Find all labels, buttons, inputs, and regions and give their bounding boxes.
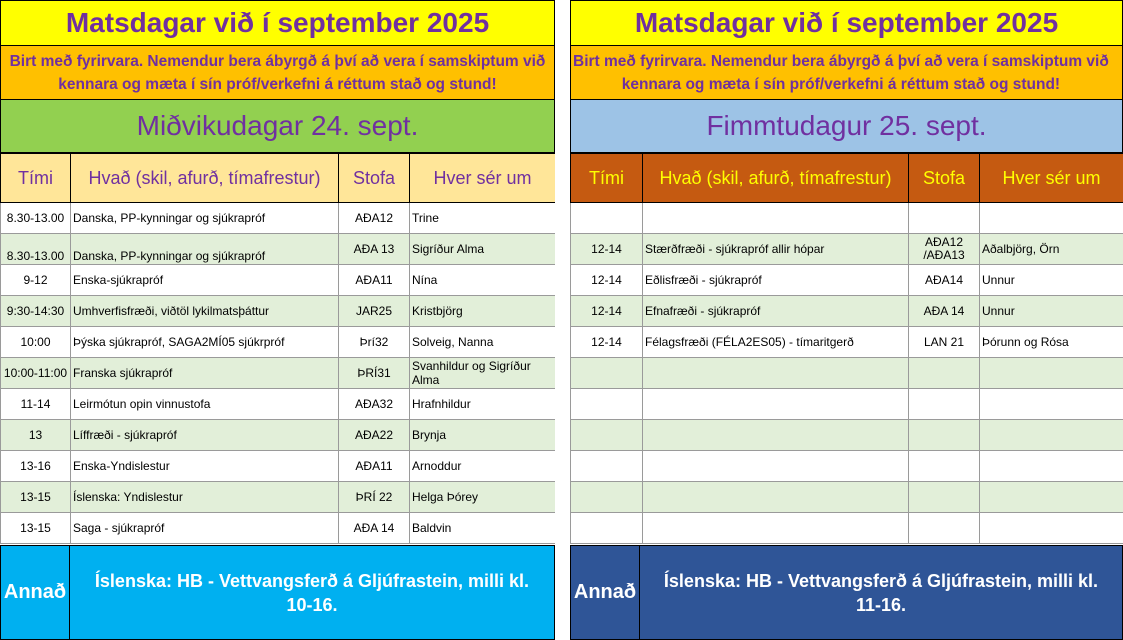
cell-responsible xyxy=(980,358,1123,389)
cell-time: 13-15 xyxy=(1,513,71,544)
cell-room: AÐA 14 xyxy=(909,296,980,327)
cell-what xyxy=(643,451,909,482)
cell-time: 12-14 xyxy=(571,327,643,358)
cell-what xyxy=(643,203,909,234)
cell-what xyxy=(643,513,909,544)
table-row xyxy=(1,389,556,420)
cell-what: Íslenska: Yndislestur xyxy=(71,482,339,513)
cell-what xyxy=(643,420,909,451)
right-other-text-line2: 11-16. xyxy=(855,594,907,615)
table-row xyxy=(1,358,556,389)
right-other-row xyxy=(570,545,1123,640)
cell-what: Danska, PP-kynningar og sjúkrapróf xyxy=(71,203,339,234)
left-other-text xyxy=(70,545,555,640)
cell-responsible xyxy=(980,482,1123,513)
right-header-room: Stofa xyxy=(909,154,980,203)
cell-room: AÐA14 xyxy=(909,265,980,296)
left-schedule-table xyxy=(0,153,556,544)
cell-responsible: Nína xyxy=(410,265,556,296)
right-notice-line2: kennara og mæta í sín próf/verkefni á réttum stað og stund! xyxy=(621,75,1061,93)
table-row xyxy=(1,451,556,482)
cell-responsible: Hrafnhildur xyxy=(410,389,556,420)
right-header-time: Tími xyxy=(571,154,643,203)
cell-time: 12-14 xyxy=(571,296,643,327)
cell-room: AÐA11 xyxy=(339,265,410,296)
cell-responsible: Arnoddur xyxy=(410,451,556,482)
cell-time xyxy=(571,420,643,451)
table-row xyxy=(571,482,1123,513)
cell-what: Umhverfisfræði, viðtöl lykilmatsþáttur xyxy=(71,296,339,327)
cell-room: LAN 21 xyxy=(909,327,980,358)
cell-responsible: Brynja xyxy=(410,420,556,451)
cell-room xyxy=(909,420,980,451)
cell-time: 13 xyxy=(1,420,71,451)
cell-time: 8.30-13.00 xyxy=(1,203,71,234)
cell-time: 13-16 xyxy=(1,451,71,482)
cell-responsible: Kristbjörg xyxy=(410,296,556,327)
cell-what: Félagsfræði (FÉLA2ES05) - tímaritgerð xyxy=(643,327,909,358)
table-row xyxy=(571,389,1123,420)
table-row xyxy=(571,420,1123,451)
left-other-row xyxy=(0,545,555,640)
cell-responsible: Sigríður Alma xyxy=(410,234,556,265)
left-header-what: Hvað (skil, afurð, tímafrestur) xyxy=(71,154,339,203)
cell-responsible xyxy=(980,451,1123,482)
cell-room xyxy=(909,451,980,482)
table-row xyxy=(1,296,556,327)
cell-time: 12-14 xyxy=(571,265,643,296)
cell-room: ÞRÍ 22 xyxy=(339,482,410,513)
cell-time xyxy=(571,203,643,234)
right-other-label: Annað xyxy=(570,545,640,640)
left-day-heading: Miðvikudagar 24. sept. xyxy=(0,100,555,153)
left-schedule-panel xyxy=(0,0,555,640)
cell-what: Þýska sjúkrapróf, SAGA2MÍ05 sjúkrpróf xyxy=(71,327,339,358)
left-header-time: Tími xyxy=(1,154,71,203)
left-notice-line1: Birt með fyrirvara. Nemendur bera ábyrgð á því að vera í samskiptum við xyxy=(9,52,546,70)
cell-time: 9-12 xyxy=(1,265,71,296)
cell-what xyxy=(643,358,909,389)
cell-room xyxy=(909,389,980,420)
table-row xyxy=(1,513,556,544)
cell-what: Eðlisfræði - sjúkrapróf xyxy=(643,265,909,296)
table-row xyxy=(1,234,556,265)
table-row xyxy=(571,296,1123,327)
panel-divider xyxy=(555,0,570,640)
cell-time: 8.30-13.00 xyxy=(1,234,71,265)
cell-room: AÐA12 /AÐA13 xyxy=(909,234,980,265)
cell-room: AÐA11 xyxy=(339,451,410,482)
cell-responsible: Unnur xyxy=(980,296,1123,327)
cell-responsible: Trine xyxy=(410,203,556,234)
cell-what: Efnafræði - sjúkrapróf xyxy=(643,296,909,327)
cell-responsible xyxy=(980,203,1123,234)
cell-what: Líffræði - sjúkrapróf xyxy=(71,420,339,451)
table-row xyxy=(1,265,556,296)
table-row xyxy=(571,513,1123,544)
table-row xyxy=(571,265,1123,296)
cell-responsible: Aðalbjörg, Örn xyxy=(980,234,1123,265)
cell-time xyxy=(571,358,643,389)
right-notice-line1: Birt með fyrirvara. Nemendur bera ábyrgð á því að vera í samskiptum við xyxy=(573,52,1109,70)
cell-room: AÐA12 xyxy=(339,203,410,234)
cell-what: Saga - sjúkrapróf xyxy=(71,513,339,544)
cell-responsible: Baldvin xyxy=(410,513,556,544)
cell-time: 9:30-14:30 xyxy=(1,296,71,327)
cell-time xyxy=(571,482,643,513)
cell-responsible: Unnur xyxy=(980,265,1123,296)
cell-room: ÞRÍ31 xyxy=(339,358,410,389)
table-row xyxy=(1,482,556,513)
cell-room: AÐA32 xyxy=(339,389,410,420)
cell-room xyxy=(909,203,980,234)
cell-what: Stærðfræði - sjúkrapróf allir hópar xyxy=(643,234,909,265)
table-row xyxy=(1,327,556,358)
cell-time: 12-14 xyxy=(571,234,643,265)
cell-room: AÐA 13 xyxy=(339,234,410,265)
cell-room xyxy=(909,513,980,544)
cell-room: Þrí32 xyxy=(339,327,410,358)
table-row xyxy=(571,358,1123,389)
table-row xyxy=(1,203,556,234)
cell-room: AÐA22 xyxy=(339,420,410,451)
cell-time xyxy=(571,451,643,482)
right-day-heading: Fimmtudagur 25. sept. xyxy=(570,100,1123,153)
cell-room xyxy=(909,358,980,389)
right-header-responsible: Hver sér um xyxy=(980,154,1123,203)
left-header-row xyxy=(1,154,556,203)
right-notice xyxy=(570,46,1123,100)
cell-room: AÐA 14 xyxy=(339,513,410,544)
cell-time: 10:00-11:00 xyxy=(1,358,71,389)
right-other-text xyxy=(640,545,1123,640)
left-other-label: Annað xyxy=(0,545,70,640)
left-header-room: Stofa xyxy=(339,154,410,203)
cell-time: 13-15 xyxy=(1,482,71,513)
cell-what: Leirmótun opin vinnustofa xyxy=(71,389,339,420)
cell-responsible: Þórunn og Rósa xyxy=(980,327,1123,358)
right-title: Matsdagar við í september 2025 xyxy=(570,0,1123,46)
table-row xyxy=(571,203,1123,234)
cell-what: Enska-sjúkrapróf xyxy=(71,265,339,296)
cell-time xyxy=(571,513,643,544)
cell-room: JAR25 xyxy=(339,296,410,327)
cell-responsible xyxy=(980,513,1123,544)
left-other-text-line2: 10-16. xyxy=(286,594,338,615)
left-notice xyxy=(0,46,555,100)
table-row xyxy=(1,420,556,451)
left-notice-line2: kennara og mæta í sín próf/verkefni á réttum stað og stund! xyxy=(58,75,497,93)
cell-what: Danska, PP-kynningar og sjúkrapróf xyxy=(71,234,339,265)
cell-responsible xyxy=(980,389,1123,420)
cell-responsible: Helga Þórey xyxy=(410,482,556,513)
right-header-row xyxy=(571,154,1123,203)
left-other-text-line1: Íslenska: HB - Vettvangsferð á Gljúfrastein, milli kl. xyxy=(94,570,530,591)
right-schedule-table xyxy=(570,153,1123,544)
table-row xyxy=(571,234,1123,265)
right-other-text-line1: Íslenska: HB - Vettvangsferð á Gljúfrastein, milli kl. xyxy=(663,570,1099,591)
cell-time: 10:00 xyxy=(1,327,71,358)
table-row xyxy=(571,451,1123,482)
cell-responsible: Svanhildur og Sigríður Alma xyxy=(410,358,556,389)
table-row xyxy=(571,327,1123,358)
cell-time: 11-14 xyxy=(1,389,71,420)
left-header-responsible: Hver sér um xyxy=(410,154,556,203)
cell-responsible: Solveig, Nanna xyxy=(410,327,556,358)
cell-what: Enska-Yndislestur xyxy=(71,451,339,482)
cell-responsible xyxy=(980,420,1123,451)
cell-time xyxy=(571,389,643,420)
cell-room xyxy=(909,482,980,513)
left-title: Matsdagar við í september 2025 xyxy=(0,0,555,46)
cell-what xyxy=(643,482,909,513)
cell-what xyxy=(643,389,909,420)
cell-what: Franska sjúkrapróf xyxy=(71,358,339,389)
right-header-what: Hvað (skil, afurð, tímafrestur) xyxy=(643,154,909,203)
right-schedule-panel xyxy=(570,0,1123,640)
